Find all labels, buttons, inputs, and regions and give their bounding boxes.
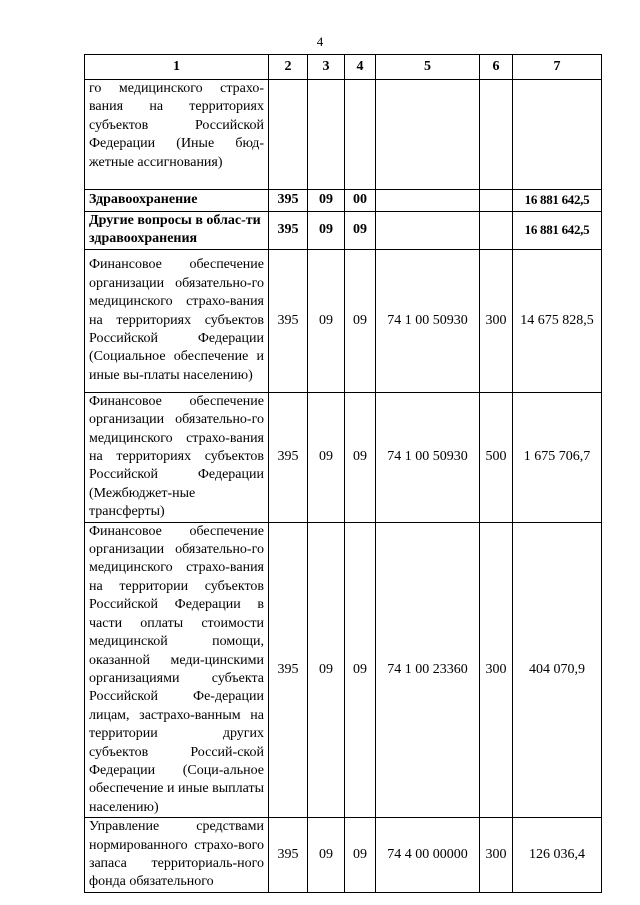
row-amount: 126 036,4: [513, 818, 602, 893]
row-expense-type: 500: [480, 392, 513, 522]
row-name: го медицинского страхо-вания на территориях субъектов Российской Федерации (Иные бюд-жетные ассигнования): [85, 80, 269, 190]
col-header-expense-type: 6: [480, 55, 513, 80]
header-row: [85, 55, 602, 80]
row-section: 09: [308, 190, 345, 212]
row-name: Финансовое обеспечение организации обязательно-го медицинского страхо-вания на территории субъектов Российской Федерации в части оплаты стоимости медицинской помощи, оказанной меди-цинскими организациями субъекта Российской Фе-дерации лицам, застрахо-ванным на территории других субъектов Россий-ской Федерации (Соци-альное обеспечение и иные выплаты населению): [85, 522, 269, 818]
row-name: Финансовое обеспечение организации обязательно-го медицинского страхо-вания на территориях субъектов Российской Федерации (Социальное обеспечение и иные вы-платы населению): [85, 249, 269, 392]
row-admin: 395: [269, 190, 308, 212]
row-expense-type: 300: [480, 818, 513, 893]
row-amount: [513, 80, 602, 190]
row-subsection: 00: [345, 190, 376, 212]
row-admin: 395: [269, 818, 308, 893]
row-amount: 1 675 706,7: [513, 392, 602, 522]
table-row: [85, 818, 602, 893]
row-section: 09: [308, 212, 345, 250]
budget-table: [84, 54, 602, 893]
table-row: [85, 392, 602, 522]
row-subsection: 09: [345, 249, 376, 392]
row-section: 09: [308, 818, 345, 893]
row-name: Финансовое обеспечение организации обязательно-го медицинского страхо-вания на территориях субъектов Российской Федерации (Межбюджет-ные трансферты): [85, 392, 269, 522]
col-header-admin: 2: [269, 55, 308, 80]
col-header-amount: 7: [513, 55, 602, 80]
row-subsection: 09: [345, 522, 376, 818]
row-section: 09: [308, 522, 345, 818]
row-target-article: 74 4 00 00000: [376, 818, 480, 893]
row-subsection: 09: [345, 212, 376, 250]
row-admin: [269, 80, 308, 190]
table-row: [85, 212, 602, 250]
row-admin: 395: [269, 522, 308, 818]
row-section: 09: [308, 249, 345, 392]
row-target-article: 74 1 00 50930: [376, 392, 480, 522]
row-expense-type: 300: [480, 522, 513, 818]
row-target-article: 74 1 00 23360: [376, 522, 480, 818]
row-expense-type: [480, 190, 513, 212]
row-section: [308, 80, 345, 190]
col-header-name: 1: [85, 55, 269, 80]
row-expense-type: [480, 212, 513, 250]
col-header-section: 3: [308, 55, 345, 80]
row-admin: 395: [269, 392, 308, 522]
row-amount: 404 070,9: [513, 522, 602, 818]
row-amount: 16 881 642,5: [513, 190, 602, 212]
row-admin: 395: [269, 212, 308, 250]
page-number: 4: [316, 34, 324, 49]
row-name: Другие вопросы в облас-ти здравоохранения: [85, 212, 269, 250]
row-subsection: 09: [345, 818, 376, 893]
row-target-article: [376, 80, 480, 190]
table-row: [85, 80, 602, 190]
row-subsection: [345, 80, 376, 190]
table-row: [85, 522, 602, 818]
row-name: Управление средствами нормированного страхо-вого запаса территориаль-ного фонда обязательного: [85, 818, 269, 893]
table-row: [85, 249, 602, 392]
row-amount: 16 881 642,5: [513, 212, 602, 250]
row-expense-type: 300: [480, 249, 513, 392]
row-section: 09: [308, 392, 345, 522]
row-expense-type: [480, 80, 513, 190]
table-row: [85, 190, 602, 212]
row-amount: 14 675 828,5: [513, 249, 602, 392]
col-header-target-article: 5: [376, 55, 480, 80]
row-name: Здравоохранение: [85, 190, 269, 212]
row-target-article: [376, 190, 480, 212]
row-subsection: 09: [345, 392, 376, 522]
row-target-article: 74 1 00 50930: [376, 249, 480, 392]
col-header-subsection: 4: [345, 55, 376, 80]
row-target-article: [376, 212, 480, 250]
row-admin: 395: [269, 249, 308, 392]
